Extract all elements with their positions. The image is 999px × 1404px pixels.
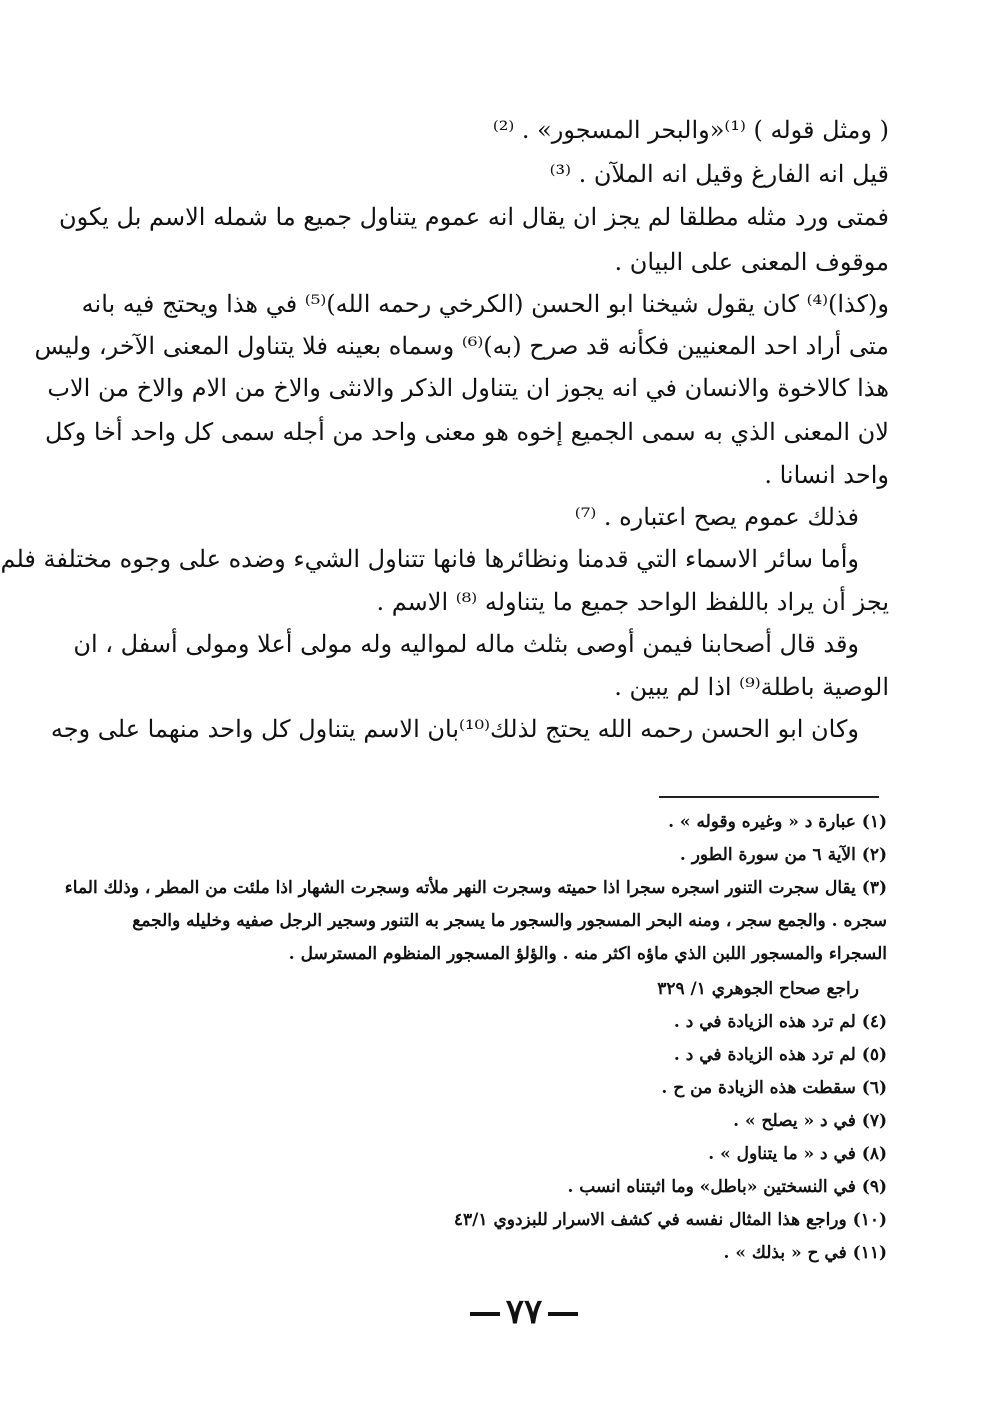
footnote: سجره . والجمع سجر ، ومنه البحر المسجور والسجور ما يسجر به التنور وسجير الرجل صفيه وخليله والجمع bbox=[132, 911, 887, 931]
footnote: (٥) لم ترد هذه الزيادة في د . bbox=[673, 1045, 887, 1065]
main-text-line: فذلك عموم يصح اعتباره . ⁽⁷⁾ bbox=[574, 503, 859, 531]
footnote: (٨) في د « ما يتناول » . bbox=[708, 1144, 887, 1164]
main-text-line: وكان ابو الحسن رحمه الله يحتج لذلك⁽¹⁰⁾بان الاسم يتناول كل واحد منهما على وجه bbox=[50, 715, 859, 743]
main-text-line: وأما سائر الاسماء التي قدمنا ونظائرها فانها تتناول الشيء وضده على وجوه مختلفة فلم bbox=[0, 545, 859, 573]
main-text-line: موقوف المعنى على البيان . bbox=[614, 248, 889, 276]
footnote: (٧) في د « يصلح » . bbox=[733, 1111, 887, 1131]
main-text-line: لان المعنى الذي به سمى الجميع إخوه هو معنى واحد من أجله سمى كل واحد أخا وكل bbox=[45, 418, 889, 446]
main-text-line: فمتى ورد مثله مطلقا لم يجز ان يقال انه عموم يتناول جميع ما شمله الاسم بل يكون bbox=[58, 203, 889, 231]
main-text-line: هذا كالاخوة والانسان في انه يجوز ان يتناول الذكر والانثى والاخ من الام والاخ من الاب bbox=[47, 374, 889, 402]
main-text-line: وقد قال أصحابنا فيمن أوصى بثلث ماله لمواليه وله مولى أعلا ومولى أسفل ، ان bbox=[73, 630, 859, 658]
footnote: (١١) في ح « بذلك » . bbox=[723, 1243, 887, 1263]
footnote: (٤) لم ترد هذه الزيادة في د . bbox=[673, 1012, 887, 1032]
footnote: (٦) سقطت هذه الزيادة من ح . bbox=[661, 1078, 887, 1098]
main-text-line: الوصية باطلة⁽⁹⁾ اذا لم يبين . bbox=[614, 673, 889, 701]
footnote: راجع صحاح الجوهري ١/ ٣٢٩ bbox=[657, 979, 859, 999]
footnote: السجراء والمسجور اللبن الذي ماؤه اكثر منه . والؤلؤ المسجور المنظوم المسترسل . bbox=[288, 944, 887, 964]
main-text-line: ( ومثل قوله ) ⁽¹⁾«والبحر المسجور» . ⁽²⁾ bbox=[492, 116, 889, 144]
main-text-line: متى أراد احد المعنيين فكأنه قد صرح (به)⁽⁶⁾ وسماه بعينه فلا يتناول المعنى الآخر، وليس bbox=[34, 332, 889, 360]
footnote: (٣) يقال سجرت التنور اسجره سجرا اذا حميته وسجرت النهر ملأته وسجرت الشهار اذا ملئت من المطر ، وذلك الماء bbox=[64, 878, 887, 898]
page-number-dash bbox=[470, 1312, 500, 1316]
main-text-line: واحد انسانا . bbox=[764, 461, 889, 489]
footnote: (٩) في النسختين «باطل» وما اثبتناه انسب . bbox=[567, 1177, 887, 1197]
main-text-line: يجز أن يراد باللفظ الواحد جميع ما يتناوله ⁽⁸⁾ الاسم . bbox=[376, 588, 889, 616]
footnote-separator bbox=[659, 796, 879, 798]
page-number-container bbox=[49, 1292, 999, 1332]
footnote: (٢) الآية ٦ من سورة الطور . bbox=[679, 845, 887, 865]
page-number-dash bbox=[548, 1312, 578, 1316]
main-text-line: و(كذا)⁽⁴⁾ كان يقول شيخنا ابو الحسن (الكرخي رحمه الله)⁽⁵⁾ في هذا ويحتج فيه بانه bbox=[81, 290, 889, 318]
page-number: ٧٧ bbox=[505, 1292, 543, 1332]
main-text-line: قيل انه الفارغ وقيل انه الملآن . ⁽³⁾ bbox=[549, 160, 889, 188]
footnote: (١) عبارة د « وغيره وقوله » . bbox=[668, 812, 887, 832]
footnote: (١٠) وراجع هذا المثال نفسه في كشف الاسرار للبزدوي ٤٣/١ bbox=[453, 1210, 887, 1230]
